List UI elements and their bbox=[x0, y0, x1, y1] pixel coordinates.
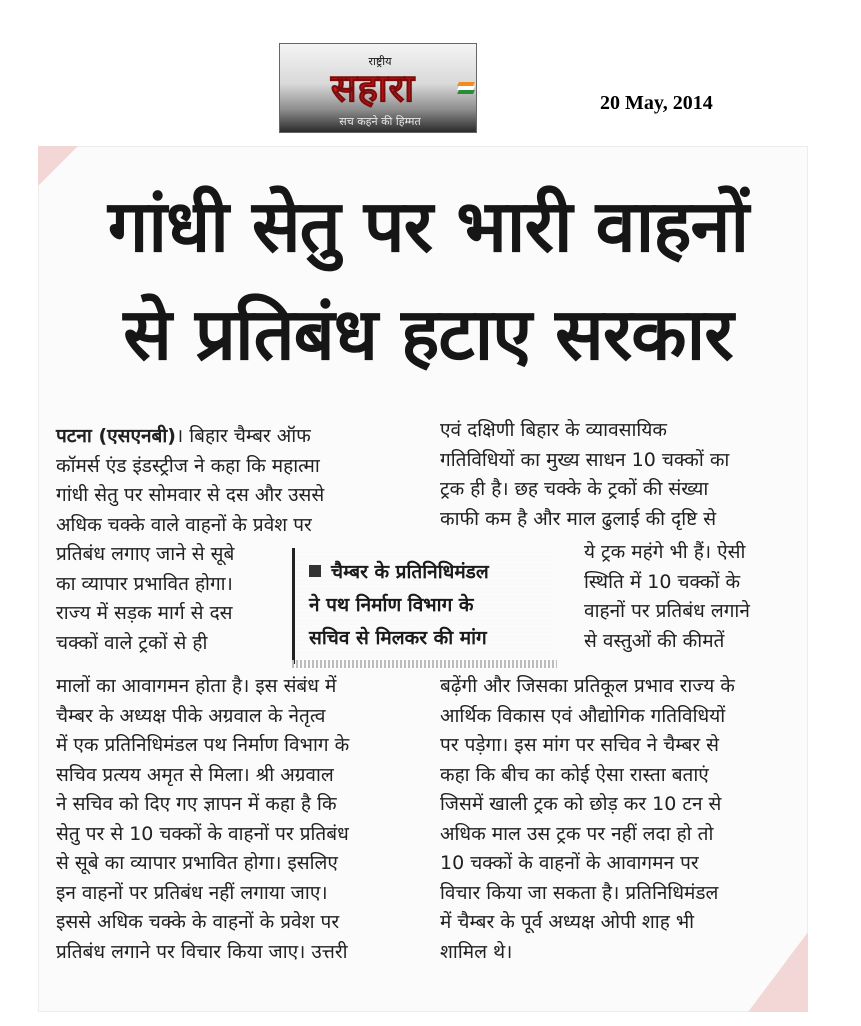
paragraph-line: प्रतिबंध लगाए जाने से सूबे bbox=[56, 543, 235, 565]
square-bullet-icon bbox=[309, 565, 321, 577]
pull-quote-callout bbox=[292, 548, 557, 664]
paragraph-line: 10 चक्कों के वाहनों के आवागमन पर bbox=[440, 852, 699, 874]
left-column-bottom bbox=[56, 672, 349, 967]
paragraph-line: स्थिति में 10 चक्कों के bbox=[584, 570, 741, 593]
paragraph-line: कॉमर्स एंड इंडस्ट्रीज ने कहा कि महात्मा bbox=[56, 454, 320, 477]
paragraph-line: सेतु पर से 10 चक्कों के वाहनों पर प्रतिबंध bbox=[56, 822, 349, 845]
sahara-logo bbox=[279, 43, 477, 133]
paragraph-line: काफी कम है और माल ढुलाई की दृष्टि से bbox=[440, 507, 717, 530]
paragraph-line: गतिविधियों का मुख्य साधन 10 चक्कों का bbox=[440, 448, 730, 471]
callout-dotted-rule bbox=[292, 660, 557, 668]
paragraph-line: कहा कि बीच का कोई ऐसा रास्ता बताएं bbox=[440, 763, 709, 786]
paragraph-line: पटना (एसएनबी)। बिहार चैम्बर ऑफ bbox=[56, 425, 311, 447]
paragraph-line: मालों का आवागमन होता है। इस संबंध में bbox=[56, 675, 337, 697]
dateline: पटना (एसएनबी) bbox=[56, 425, 176, 447]
paragraph-line: ट्रक ही है। छह चक्के के ट्रकों की संख्या bbox=[440, 478, 709, 500]
callout-line: ने पथ निर्माण विभाग के bbox=[309, 594, 474, 616]
paragraph-line: राज्य में सड़क मार्ग से दस bbox=[56, 602, 233, 624]
paragraph-line: में चैम्बर के पूर्व अध्यक्ष ओपी शाह भी bbox=[440, 911, 695, 933]
paragraph-line: सचिव प्रत्यय अमृत से मिला। श्री अग्रवाल bbox=[56, 763, 334, 786]
paragraph-line: विचार किया जा सकता है। प्रतिनिधिमंडल bbox=[440, 881, 719, 904]
paragraph-line: प्रतिबंध लगाने पर विचार किया जाए। उत्तरी bbox=[56, 940, 348, 963]
paragraph-line: का व्यापार प्रभावित होगा। bbox=[56, 572, 233, 595]
paragraph-line: ने सचिव को दिए गए ज्ञापन में कहा है कि bbox=[56, 793, 337, 815]
paragraph-line: चैम्बर के अध्यक्ष पीके अग्रवाल के नेतृत्व bbox=[56, 704, 326, 727]
logo-tagline: सच कहने की हिम्मत bbox=[339, 115, 421, 128]
paragraph-line: वाहनों पर प्रतिबंध लगाने bbox=[584, 600, 750, 622]
right-column-bottom bbox=[440, 672, 735, 967]
logo-name: सहारा bbox=[330, 66, 416, 110]
right-column-middle bbox=[584, 538, 750, 656]
left-column-top bbox=[56, 422, 324, 658]
right-column-top bbox=[440, 416, 729, 534]
paragraph-line: अधिक माल उस ट्रक पर नहीं लदा हो तो bbox=[440, 822, 714, 845]
paragraph-line: एवं दक्षिणी बिहार के व्यावसायिक bbox=[440, 419, 667, 441]
paragraph-line: बढ़ेंगी और जिसका प्रतिकूल प्रभाव राज्य के bbox=[440, 675, 735, 697]
publication-date: 20 May, 2014 bbox=[600, 92, 713, 114]
paragraph-line: में एक प्रतिनिधिमंडल पथ निर्माण विभाग के bbox=[56, 734, 350, 756]
paragraph-line: ये ट्रक महंगे भी हैं। ऐसी bbox=[584, 541, 746, 563]
paragraph-line: इन वाहनों पर प्रतिबंध नहीं लगाया जाए। bbox=[56, 881, 328, 904]
paragraph-line: पर पड़ेगा। इस मांग पर सचिव ने चैम्बर से bbox=[440, 734, 720, 756]
callout-line: चैम्बर के प्रतिनिधिमंडल bbox=[309, 556, 557, 589]
paragraph-line: से वस्तुओं की कीमतें bbox=[584, 629, 725, 652]
flag-swoosh-icon bbox=[458, 82, 474, 96]
callout-line: सचिव से मिलकर की मांग bbox=[309, 627, 487, 649]
paragraph-line: आर्थिक विकास एवं औद्योगिक गतिविधियों bbox=[440, 704, 726, 727]
paragraph-line: चक्कों वाले ट्रकों से ही bbox=[56, 631, 208, 654]
paragraph-line: गांधी सेतु पर सोमवार से दस और उससे bbox=[56, 484, 325, 506]
paragraph-line: से सूबे का व्यापार प्रभावित होगा। इसलिए bbox=[56, 852, 338, 874]
paragraph-line: अधिक चक्के वाले वाहनों के प्रवेश पर bbox=[56, 513, 312, 536]
torn-corner-decoration bbox=[38, 146, 78, 186]
logo-kicker: राष्ट्रीय bbox=[368, 55, 392, 68]
headline-line-1: गांधी सेतु पर भारी वाहनों bbox=[107, 184, 749, 268]
torn-corner-decoration bbox=[748, 932, 808, 1012]
headline-line-2: से प्रतिबंध हटाए सरकार bbox=[123, 292, 733, 376]
paragraph-line: जिसमें खाली ट्रक को छोड़ कर 10 टन से bbox=[440, 793, 722, 815]
paragraph-line: शामिल थे। bbox=[440, 940, 513, 963]
paragraph-line: इससे अधिक चक्के के वाहनों के प्रवेश पर bbox=[56, 911, 340, 933]
